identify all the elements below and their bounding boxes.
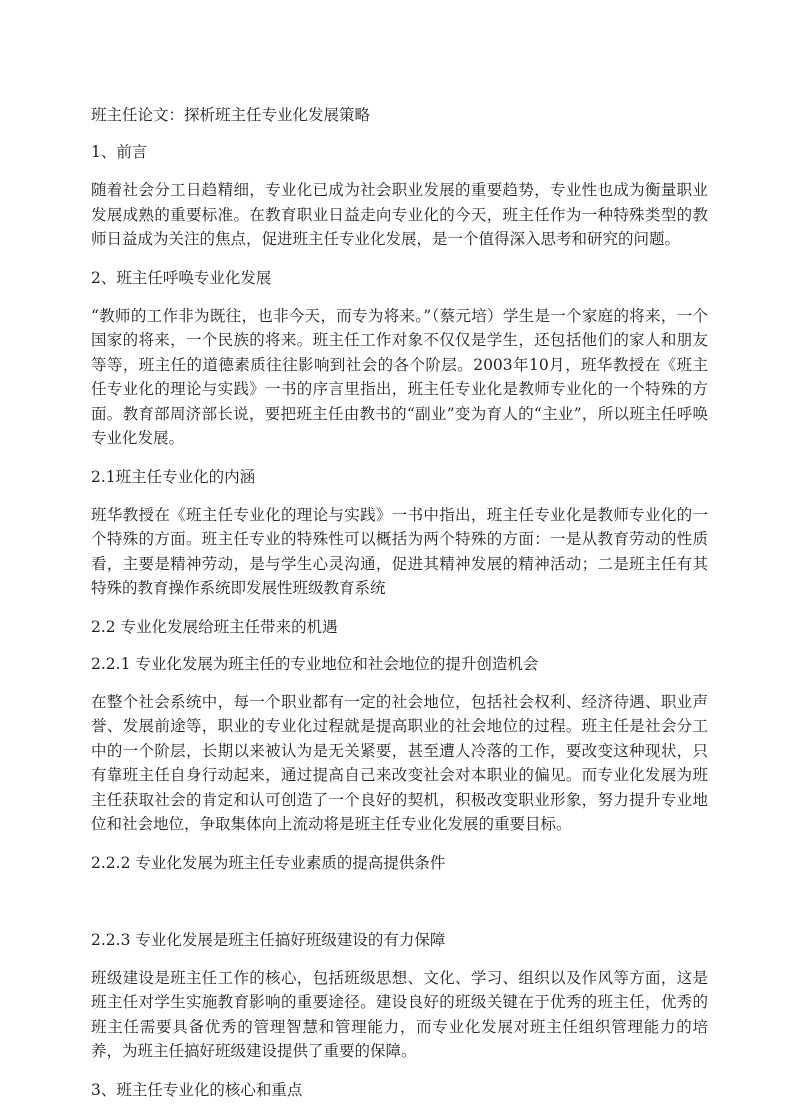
section-heading-preface: 1、前言 [91,143,148,161]
section-heading-2: 2、班主任呼唤专业化发展 [91,268,272,287]
section-heading-2-2-1: 2.2.1 专业化发展为班主任的专业地位和社会地位的提升创造机会 [91,654,539,673]
section-heading-3: 3、班主任专业化的核心和重点 [91,1080,303,1099]
empty-gap [91,889,708,929]
paragraph-section-2-1: 班华教授在《班主任专业化的理论与实践》一书中指出，班主任专业化是教师专业化的一个特殊的方面。班主任专业的特殊性可以概括为两个特殊的方面：一是从教育劳动的性质看，主要是精神劳动，是与学生心灵沟通，促进其精神发展的精神活动；二是班主任有其特殊的教育操作系统即发展性班级教育系统 [91,505,708,597]
document-page [91,104,708,1116]
document-title: 班主任论文：探析班主任专业化发展策略 [91,106,371,124]
paragraph-section-2-2-1: 在整个社会系统中，每一个职业都有一定的社会地位，包括社会权利、经济待遇、职业声誉、发展前途等，职业的专业化过程就是提高职业的社会地位的过程。班主任是社会分工中的一个阶层，长期以来被认为是无关紧要，甚至遭人冷落的工作，要改变这种现状，只有靠班主任自身行动起来，通过提高自己来改变社会对本职业的偏见。而专业化发展为班主任获取社会的肯定和认可创造了一个良好的契机，积极改变职业形象，努力提升专业地位和社会地位，争取集体向上流动将是班主任专业化发展的重要目标。 [91,692,708,833]
paragraph-section-2: “教师的工作非为既往，也非今天，而专为将来。”（蔡元培）学生是一个家庭的将来，一个国家的将来，一个民族的将来。班主任工作对象不仅仅是学生，还包括他们的家人和朋友等等，班主任的道德素质往往影响到社会的各个阶层。2003年10月，班华教授在《班主任专业化的理论与实践》一书的序言里指出，班主任专业化是教师专业化的一个特殊的方面。教育部周济部长说，要把班主任由教书的“副业”变为育人的“主业”，所以班主任呼唤专业化发展。 [91,306,708,447]
paragraph-section-2-2-3: 班级建设是班主任工作的核心，包括班级思想、文化、学习、组织以及作风等方面，这是班主任对学生实施教育影响的重要途径。建设良好的班级关键在于优秀的班主任，优秀的班主任需要具备优秀的管理智慧和管理能力，而专业化发展对班主任组织管理能力的培养，为班主任搞好班级建设提供了重要的保障。 [91,968,708,1060]
paragraph-preface: 随着社会分工日趋精细，专业化已成为社会职业发展的重要趋势，专业性也成为衡量职业发展成熟的重要标准。在教育职业日益走向专业化的今天，班主任作为一种特殊类型的教师日益成为关注的焦点，促进班主任专业化发展，是一个值得深入思考和研究的问题。 [91,181,708,248]
section-heading-2-2: 2.2 专业化发展给班主任带来的机遇 [91,617,338,636]
section-heading-2-2-2: 2.2.2 专业化发展为班主任专业素质的提高提供条件 [91,853,446,872]
section-heading-2-2-3: 2.2.3 专业化发展是班主任搞好班级建设的有力保障 [91,930,446,949]
section-heading-2-1: 2.1班主任专业化的内涵 [91,467,256,486]
